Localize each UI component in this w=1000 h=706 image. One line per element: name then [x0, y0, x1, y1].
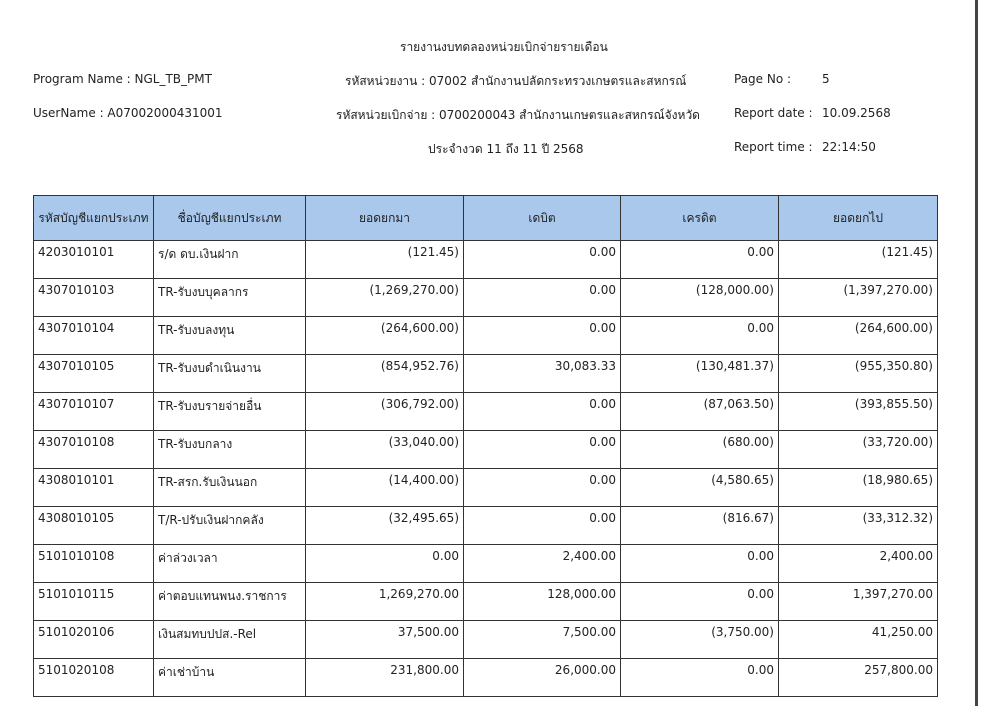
cell-debit: 0.00: [464, 393, 621, 431]
cell-account-code: 4307010108: [34, 431, 154, 469]
trial-balance-table: [33, 195, 938, 697]
table-row: [34, 621, 938, 659]
cell-closing-balance: 1,397,270.00: [779, 583, 938, 621]
cell-debit: 0.00: [464, 317, 621, 355]
cell-opening-balance: (264,600.00): [306, 317, 464, 355]
agency: รหัสหน่วยงาน : 07002 สำนักงานปลัดกระทรวงเกษตรและสหกรณ์: [345, 74, 687, 88]
cell-credit: (130,481.37): [621, 355, 779, 393]
table-row: [34, 469, 938, 507]
cell-credit: (128,000.00): [621, 279, 779, 317]
cell-account-code: 4307010107: [34, 393, 154, 431]
time-label: Report time :: [734, 140, 813, 154]
username: UserName : A07002000431001: [33, 106, 223, 120]
cell-credit: 0.00: [621, 317, 779, 355]
header-credit: เครดิต: [621, 196, 779, 241]
cell-closing-balance: (121.45): [779, 241, 938, 279]
cell-opening-balance: 1,269,270.00: [306, 583, 464, 621]
table-row: [34, 431, 938, 469]
period: ประจำงวด 11 ถึง 11 ปี 2568: [428, 142, 584, 156]
cell-opening-balance: (14,400.00): [306, 469, 464, 507]
cell-account-name: TR-รับงบกลาง: [154, 431, 306, 469]
cell-debit: 0.00: [464, 279, 621, 317]
cell-opening-balance: (854,952.76): [306, 355, 464, 393]
cell-account-name: TR-สรก.รับเงินนอก: [154, 469, 306, 507]
cell-opening-balance: (1,269,270.00): [306, 279, 464, 317]
cell-account-name: TR-รับงบบุคลากร: [154, 279, 306, 317]
header-account-name: ชื่อบัญชีแยกประเภท: [154, 196, 306, 241]
time-value: 22:14:50: [822, 140, 876, 154]
cell-account-name: TR-รับงบดำเนินงาน: [154, 355, 306, 393]
cell-debit: 0.00: [464, 241, 621, 279]
cell-credit: 0.00: [621, 659, 779, 697]
cell-credit: (3,750.00): [621, 621, 779, 659]
cell-account-name: ค่าตอบแทนพนง.ราชการ: [154, 583, 306, 621]
cell-account-name: TR-รับงบลงทุน: [154, 317, 306, 355]
cell-debit: 0.00: [464, 431, 621, 469]
program-name: Program Name : NGL_TB_PMT: [33, 72, 212, 86]
table-row: [34, 355, 938, 393]
table-row: [34, 507, 938, 545]
cell-account-code: 4307010104: [34, 317, 154, 355]
cell-credit: (680.00): [621, 431, 779, 469]
cell-account-code: 4307010103: [34, 279, 154, 317]
cell-closing-balance: (33,720.00): [779, 431, 938, 469]
cell-credit: (4,580.65): [621, 469, 779, 507]
cell-opening-balance: 231,800.00: [306, 659, 464, 697]
cell-account-code: 4307010105: [34, 355, 154, 393]
table-row: [34, 545, 938, 583]
cell-credit: 0.00: [621, 241, 779, 279]
table-row: [34, 279, 938, 317]
table-row: [34, 317, 938, 355]
cell-account-name: ค่าเช่าบ้าน: [154, 659, 306, 697]
cell-debit: 30,083.33: [464, 355, 621, 393]
table-row: [34, 393, 938, 431]
cell-opening-balance: (121.45): [306, 241, 464, 279]
cell-debit: 2,400.00: [464, 545, 621, 583]
cell-closing-balance: 41,250.00: [779, 621, 938, 659]
cell-debit: 26,000.00: [464, 659, 621, 697]
cell-account-code: 5101010108: [34, 545, 154, 583]
cell-debit: 7,500.00: [464, 621, 621, 659]
cell-opening-balance: 0.00: [306, 545, 464, 583]
cell-closing-balance: 2,400.00: [779, 545, 938, 583]
cell-opening-balance: (33,040.00): [306, 431, 464, 469]
disbursing-unit: รหัสหน่วยเบิกจ่าย : 0700200043 สำนักงานเกษตรและสหกรณ์จังหวัด: [336, 108, 700, 122]
cell-debit: 128,000.00: [464, 583, 621, 621]
report-title: รายงานงบทดลองหน่วยเบิกจ่ายรายเดือน: [400, 40, 608, 54]
table-row: [34, 583, 938, 621]
cell-account-name: เงินสมทบปปส.-Rel: [154, 621, 306, 659]
table-header-row: [34, 196, 938, 241]
header-closing-balance: ยอดยกไป: [779, 196, 938, 241]
cell-opening-balance: 37,500.00: [306, 621, 464, 659]
page-value: 5: [822, 72, 830, 86]
cell-account-name: ค่าล่วงเวลา: [154, 545, 306, 583]
cell-closing-balance: (33,312.32): [779, 507, 938, 545]
cell-account-code: 5101020108: [34, 659, 154, 697]
cell-closing-balance: (18,980.65): [779, 469, 938, 507]
date-label: Report date :: [734, 106, 813, 120]
cell-closing-balance: (955,350.80): [779, 355, 938, 393]
scan-edge: [975, 0, 978, 706]
cell-opening-balance: (306,792.00): [306, 393, 464, 431]
cell-debit: 0.00: [464, 469, 621, 507]
cell-closing-balance: (393,855.50): [779, 393, 938, 431]
cell-debit: 0.00: [464, 507, 621, 545]
page-label: Page No :: [734, 72, 792, 86]
header-debit: เดบิต: [464, 196, 621, 241]
cell-credit: 0.00: [621, 583, 779, 621]
cell-account-code: 4203010101: [34, 241, 154, 279]
cell-account-name: T/R-ปรับเงินฝากคลัง: [154, 507, 306, 545]
cell-account-code: 5101010115: [34, 583, 154, 621]
cell-credit: (816.67): [621, 507, 779, 545]
cell-closing-balance: 257,800.00: [779, 659, 938, 697]
table-row: [34, 241, 938, 279]
cell-credit: (87,063.50): [621, 393, 779, 431]
cell-opening-balance: (32,495.65): [306, 507, 464, 545]
cell-closing-balance: (1,397,270.00): [779, 279, 938, 317]
cell-account-name: TR-รับงบรายจ่ายอื่น: [154, 393, 306, 431]
cell-account-name: ร/ด ดบ.เงินฝาก: [154, 241, 306, 279]
date-value: 10.09.2568: [822, 106, 891, 120]
table-row: [34, 659, 938, 697]
cell-closing-balance: (264,600.00): [779, 317, 938, 355]
header-opening-balance: ยอดยกมา: [306, 196, 464, 241]
cell-credit: 0.00: [621, 545, 779, 583]
cell-account-code: 4308010101: [34, 469, 154, 507]
header-account-code: รหัสบัญชีแยกประเภท: [34, 196, 154, 241]
cell-account-code: 4308010105: [34, 507, 154, 545]
cell-account-code: 5101020106: [34, 621, 154, 659]
